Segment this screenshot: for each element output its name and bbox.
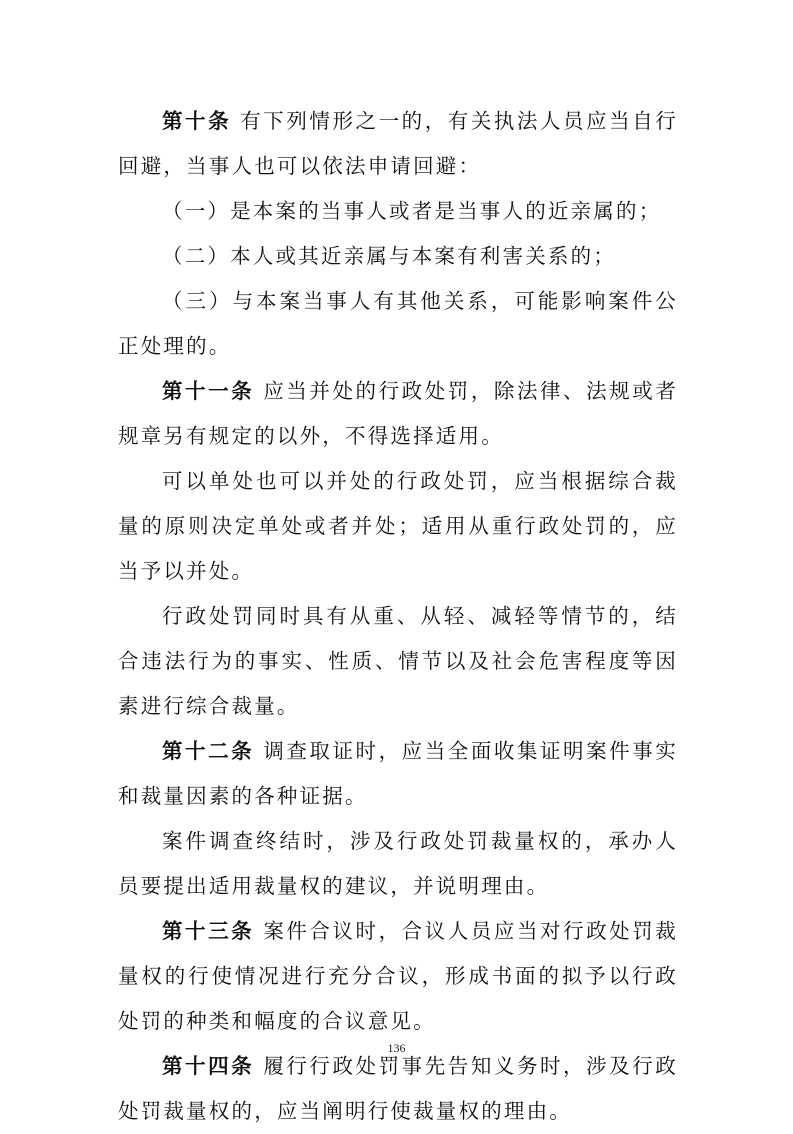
paragraph-text: 可以单处也可以并处的行政处罚，应当根据综合裁量的原则决定单处或者并处；适用从重行政处罚的，应当予以并处。	[118, 469, 678, 583]
paragraph-text: 案件调查终结时，涉及行政处罚裁量权的，承办人员要提出适用裁量权的建议，并说明理由。	[118, 829, 678, 898]
article-11-text: 应当并处的行政处罚，除法律、法规或者规章另有规定的以外，不得选择适用。	[118, 379, 678, 448]
article-11-paragraph-3	[118, 594, 678, 729]
article-14-title: 第十四条	[162, 1054, 255, 1078]
article-10-text: 有下列情形之一的，有关执法人员应当自行回避，当事人也可以依法申请回避：	[118, 109, 678, 178]
article-13-text: 案件合议时，合议人员应当对行政处罚裁量权的行使情况进行充分合议，形成书面的拟予以行政处罚的种类和幅度的合议意见。	[118, 919, 678, 1033]
page-number: 136	[387, 1041, 406, 1055]
article-14-text: 履行行政处罚事先告知义务时，涉及行政处罚裁量权的，应当阐明行使裁量权的理由。	[118, 1054, 678, 1123]
article-11-title: 第十一条	[162, 379, 255, 403]
article-14-paragraph	[118, 1044, 678, 1134]
article-13-title: 第十三条	[162, 919, 255, 943]
item-text: （二）本人或其近亲属与本案有利害关系的；	[162, 244, 616, 268]
paragraph-text: 行政处罚同时具有从重、从轻、减轻等情节的，结合违法行为的事实、性质、情节以及社会危害程度等因素进行综合裁量。	[118, 604, 678, 718]
article-12-paragraph	[118, 729, 678, 819]
article-10-item-1	[118, 189, 678, 234]
article-10-paragraph	[118, 99, 678, 189]
document-body	[118, 99, 678, 1134]
article-11-paragraph	[118, 369, 678, 459]
item-text: （三）与本案当事人有其他关系，可能影响案件公正处理的。	[118, 289, 678, 358]
article-13-paragraph	[118, 909, 678, 1044]
article-10-item-2	[118, 234, 678, 279]
article-10-item-3	[118, 279, 678, 369]
article-11-paragraph-2	[118, 459, 678, 594]
item-text: （一）是本案的当事人或者是当事人的近亲属的；	[162, 199, 662, 223]
article-12-text: 调查取证时，应当全面收集证明案件事实和裁量因素的各种证据。	[118, 739, 678, 808]
article-12-title: 第十二条	[162, 739, 255, 763]
article-12-paragraph-2	[118, 819, 678, 909]
article-10-title: 第十条	[162, 109, 232, 133]
